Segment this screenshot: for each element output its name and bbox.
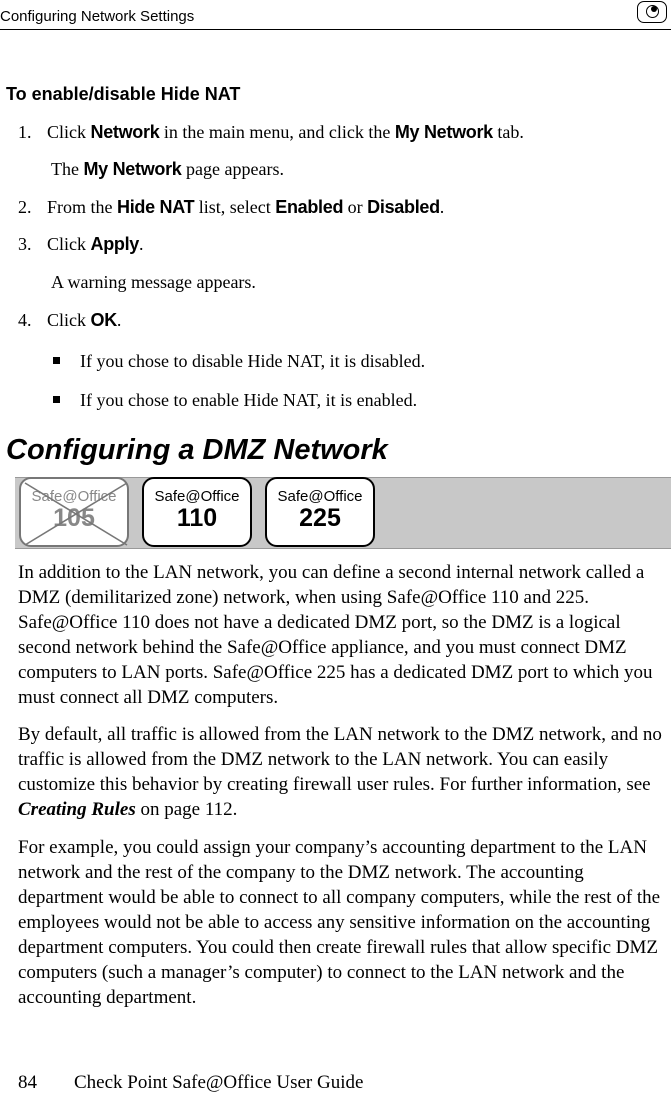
step-1: 1. Click Network in the main menu, and click the My Network tab. <box>18 122 524 142</box>
step-1-result: The My Network page appears. <box>51 159 284 179</box>
paragraph-intro: In addition to the LAN network, you can define a second internal network called a DMZ (demilitarized zone) network, when using Safe@Office 110 and 225. Safe@Office 110 does not have a dedicated DMZ port, so the DMZ is a logical second network behind the Safe@Office appliance, and you must connect DMZ computers to LAN ports. Safe@Office 225 has a dedicated DMZ port to which you must connect all DMZ computers. <box>18 562 653 708</box>
step-3: 3. Click Apply. <box>18 234 144 254</box>
button-label-apply: Apply <box>90 234 140 254</box>
bullet-icon <box>53 357 60 364</box>
model-badge-105: Safe@Office 105 <box>19 477 129 547</box>
option-label-enabled: Enabled <box>275 197 344 217</box>
step-4: 4. Click OK. <box>18 310 122 330</box>
button-label-ok: OK <box>90 310 117 330</box>
section-title: Configuring a DMZ Network <box>6 434 388 466</box>
procedure-heading: To enable/disable Hide NAT <box>6 84 241 104</box>
paragraph-example: For example, you could assign your company’s accounting department to the LAN network and the rest of the company to the DMZ network. The accounting department would be able to connect to all company computers, while the rest of the employees would not be able to access any sensitive information on the accounting department computers. You could then create firewall rules that allow specific DMZ computers (such a manager’s computer) to connect to the LAN network and the accounting department. <box>18 837 661 1008</box>
running-header-title: Configuring Network Settings <box>0 8 195 25</box>
bullet-icon <box>53 396 60 403</box>
checkpoint-logo-icon <box>637 1 667 23</box>
menu-label-network: Network <box>90 122 160 142</box>
page-footer <box>18 1072 363 1094</box>
unavailable-cross-icon <box>21 479 131 549</box>
model-badge-110: Safe@Office 110 <box>142 477 252 547</box>
bullet-item: If you chose to disable Hide NAT, it is disabled. <box>80 351 426 371</box>
list-label-hide-nat: Hide NAT <box>117 197 195 217</box>
step-2: 2. From the Hide NAT list, select Enabled or Disabled. <box>18 197 445 217</box>
option-label-disabled: Disabled <box>367 197 440 217</box>
header-divider <box>0 29 671 30</box>
page-number: 84 <box>18 1072 37 1093</box>
bullet-item: If you chose to enable Hide NAT, it is enabled. <box>80 390 418 410</box>
model-badge-225: Safe@Office 225 <box>265 477 375 547</box>
guide-title: Check Point Safe@Office User Guide <box>74 1072 364 1093</box>
step-3-result: A warning message appears. <box>51 272 256 292</box>
cross-reference-link[interactable]: Creating Rules <box>18 799 136 820</box>
page-label-my-network: My Network <box>83 159 182 179</box>
paragraph-default-traffic: By default, all traffic is allowed from the LAN network to the DMZ network, and no traffic is allowed from the DMZ network to the LAN network. You can easily customize this behavior by creating firewall user rules. For further information, see Creating Rules on page 112. <box>18 724 662 820</box>
tab-label-my-network: My Network <box>394 122 493 142</box>
